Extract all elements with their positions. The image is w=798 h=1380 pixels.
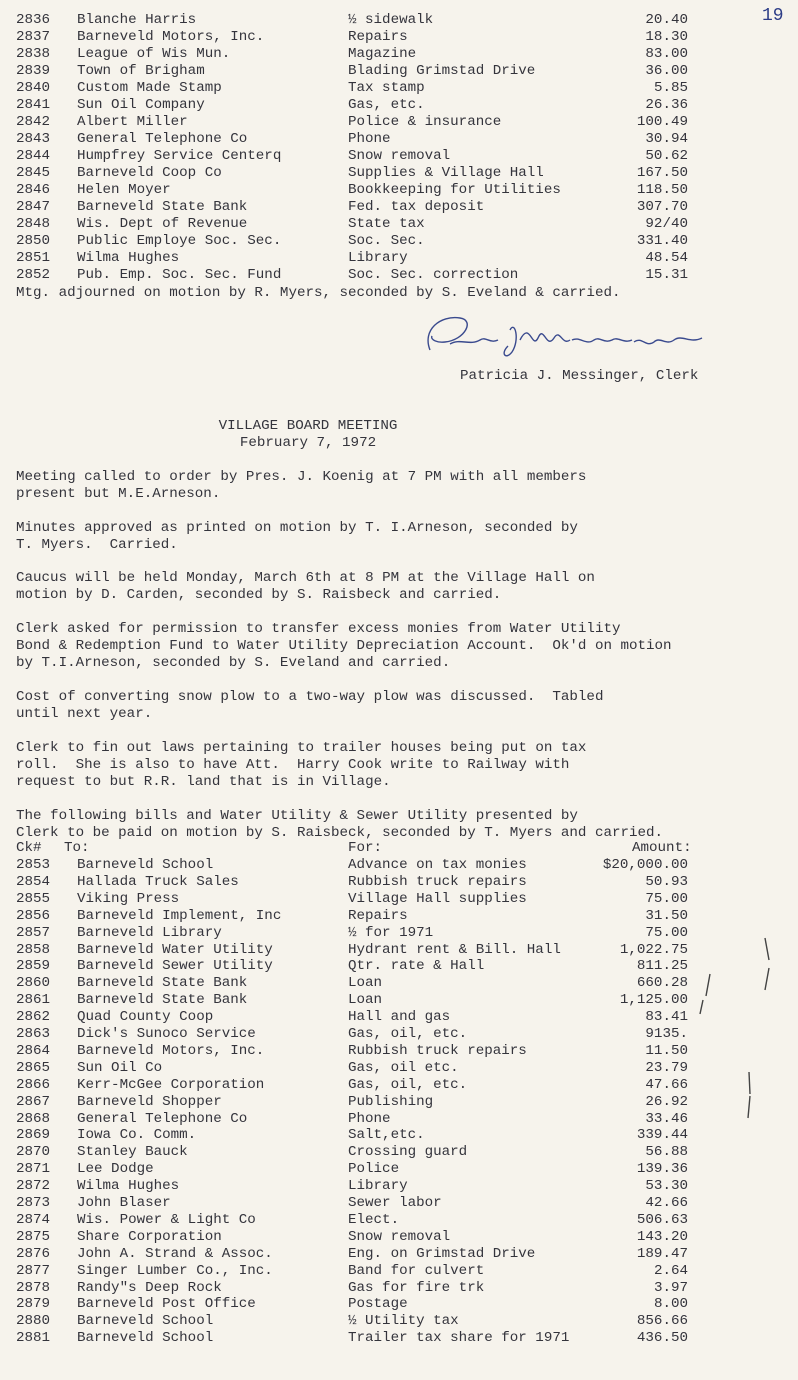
bill-check-number: 2852 <box>16 267 51 283</box>
bill-check-number: 2881 <box>16 1330 51 1347</box>
bill-payee: Barneveld Motors, Inc. <box>77 1042 265 1059</box>
bill-purpose: State tax <box>348 216 425 232</box>
bill-amount: 9135. <box>645 1026 688 1042</box>
bill-payee: Wis. Dept of Revenue <box>77 216 248 232</box>
bill-amount: 339.44 <box>636 1127 688 1144</box>
bill-row <box>0 1026 798 1043</box>
bill-check-number: 2874 <box>16 1211 51 1228</box>
pencil-mark <box>697 996 707 1022</box>
bill-check-number: 2837 <box>16 29 51 45</box>
bill-payee: Singer Lumber Co., Inc. <box>77 1262 273 1279</box>
bill-purpose: Village Hall supplies <box>348 890 527 907</box>
handwritten-signature <box>420 310 720 370</box>
adjournment-line: Mtg. adjourned on motion by R. Myers, seconded by S. Eveland & carried. <box>16 285 621 301</box>
bill-payee: Barneveld School <box>77 857 214 873</box>
bill-purpose: Snow removal <box>348 1228 451 1245</box>
bill-purpose: Gas, oil etc. <box>348 1059 459 1076</box>
bill-purpose: Advance on tax monies <box>348 857 527 873</box>
bill-purpose: Phone <box>348 131 391 147</box>
bill-purpose: Gas, etc. <box>348 97 425 113</box>
bill-purpose: Sewer labor <box>348 1195 442 1211</box>
header-for: For: <box>348 840 383 856</box>
bill-amount: 3.97 <box>653 1279 688 1296</box>
bill-payee: Share Corporation <box>77 1228 222 1245</box>
clerk-name: Patricia J. Messinger, Clerk <box>460 368 699 384</box>
bill-row <box>0 12 798 29</box>
bill-payee: Barneveld Water Utility <box>77 941 273 958</box>
bill-purpose: ½ Utility tax <box>348 1313 459 1330</box>
meeting-date: February 7, 1972 <box>239 435 377 451</box>
bill-row <box>0 1246 798 1263</box>
bill-payee: Viking Press <box>77 890 180 907</box>
meeting-title: VILLAGE BOARD MEETING <box>218 418 398 434</box>
bill-amount: 856.66 <box>636 1313 688 1330</box>
bill-payee: Hallada Truck Sales <box>77 873 239 890</box>
bill-purpose: Repairs <box>348 29 408 45</box>
bill-payee: General Telephone Co <box>77 1110 248 1127</box>
bill-row <box>0 216 798 233</box>
bill-amount: 100.49 <box>636 114 688 130</box>
bill-purpose: ½ for 1971 <box>348 924 434 941</box>
bill-amount: 2.64 <box>653 1262 688 1279</box>
bill-payee: Barneveld Library <box>77 924 222 941</box>
bill-amount: 167.50 <box>636 165 688 181</box>
bill-check-number: 2845 <box>16 165 51 181</box>
bill-purpose: Soc. Sec. correction <box>348 267 519 283</box>
bill-row <box>0 267 798 284</box>
bill-row <box>0 148 798 165</box>
bill-amount: 50.62 <box>645 148 688 164</box>
bill-purpose: Gas, oil, etc. <box>348 1076 468 1093</box>
bill-row <box>0 1313 798 1330</box>
bill-payee: Randy"s Deep Rock <box>77 1279 222 1296</box>
bill-check-number: 2847 <box>16 199 51 215</box>
bill-check-number: 2863 <box>16 1026 51 1042</box>
bill-payee: Barneveld Coop Co <box>77 165 222 181</box>
bill-purpose: Loan <box>348 975 383 992</box>
bill-amount: 83.41 <box>645 1009 688 1026</box>
bill-purpose: Rubbish truck repairs <box>348 1042 527 1059</box>
bill-amount: 83.00 <box>645 46 688 62</box>
bill-payee: Sun Oil Company <box>77 97 205 113</box>
bill-amount: 1,022.75 <box>619 941 688 958</box>
bill-row <box>0 1043 798 1060</box>
paragraph-transfer: Clerk asked for permission to transfer excess monies from Water Utility Bond & Redemption Fund to Water Utility Depreciation Account. Ok'd on motion by T.I.Arneson, seconded by S. Eveland and carried. <box>16 621 672 671</box>
bill-check-number: 2869 <box>16 1127 51 1144</box>
bill-check-number: 2879 <box>16 1296 51 1313</box>
bill-amount: 23.79 <box>645 1059 688 1076</box>
bill-check-number: 2841 <box>16 97 51 113</box>
bill-check-number: 2866 <box>16 1076 51 1093</box>
bill-row <box>0 908 798 925</box>
bill-purpose: Loan <box>348 992 383 1009</box>
bill-purpose: Gas, oil, etc. <box>348 1026 468 1042</box>
bill-purpose: Eng. on Grimstad Drive <box>348 1245 536 1262</box>
bill-row <box>0 1229 798 1246</box>
bill-check-number: 2859 <box>16 958 51 975</box>
bill-check-number: 2843 <box>16 131 51 147</box>
bill-payee: Sun Oil Co <box>77 1059 163 1076</box>
header-to: To: <box>64 840 90 856</box>
bill-amount: 506.63 <box>636 1211 688 1228</box>
bill-payee: Barneveld Shopper <box>77 1093 222 1110</box>
bill-purpose: ½ sidewalk <box>348 12 434 28</box>
bill-payee: Barneveld Post Office <box>77 1296 256 1313</box>
bill-check-number: 2873 <box>16 1195 51 1211</box>
bill-check-number: 2877 <box>16 1262 51 1279</box>
bill-amount: 5.85 <box>653 80 688 96</box>
bill-amount: 53.30 <box>645 1178 688 1195</box>
bill-row <box>0 182 798 199</box>
bill-amount: 36.00 <box>645 63 688 79</box>
bill-row <box>0 1330 798 1347</box>
bill-payee: Iowa Co. Comm. <box>77 1127 197 1144</box>
bill-amount: $20,000.00 <box>602 857 688 873</box>
bill-check-number: 2872 <box>16 1178 51 1195</box>
bill-payee: Barneveld Implement, Inc <box>77 907 282 924</box>
bill-check-number: 2865 <box>16 1059 51 1076</box>
bill-purpose: Rubbish truck repairs <box>348 873 527 890</box>
bill-amount: 8.00 <box>653 1296 688 1313</box>
bill-amount: 56.88 <box>645 1144 688 1161</box>
bill-check-number: 2848 <box>16 216 51 232</box>
bill-purpose: Supplies & Village Hall <box>348 165 544 181</box>
bill-amount: 660.28 <box>636 975 688 992</box>
bill-payee: Blanche Harris <box>77 12 197 28</box>
bill-payee: John Blaser <box>77 1195 171 1211</box>
bill-check-number: 2870 <box>16 1144 51 1161</box>
bill-row <box>0 891 798 908</box>
bill-amount: 307.70 <box>636 199 688 215</box>
bill-check-number: 2864 <box>16 1042 51 1059</box>
bill-amount: 811.25 <box>636 958 688 975</box>
bill-purpose: Fed. tax deposit <box>348 199 485 215</box>
bill-purpose: Salt,etc. <box>348 1127 425 1144</box>
bill-purpose: Crossing guard <box>348 1144 468 1161</box>
bill-payee: Barneveld School <box>77 1313 214 1330</box>
bill-check-number: 2838 <box>16 46 51 62</box>
bill-purpose: Postage <box>348 1296 408 1313</box>
bill-purpose: Library <box>348 1178 408 1195</box>
bill-purpose: Soc. Sec. <box>348 233 425 249</box>
bill-payee: Helen Moyer <box>77 182 171 198</box>
bill-row <box>0 1144 798 1161</box>
bill-payee: Dick's Sunoco Service <box>77 1026 256 1042</box>
bill-row <box>0 1212 798 1229</box>
bill-payee: Town of Brigham <box>77 63 205 79</box>
bill-row <box>0 1195 798 1212</box>
bill-purpose: Library <box>348 250 408 266</box>
bill-row <box>0 857 798 874</box>
bill-payee: Barneveld Sewer Utility <box>77 958 273 975</box>
pencil-mark <box>762 966 772 992</box>
bill-check-number: 2839 <box>16 63 51 79</box>
bill-row <box>0 165 798 182</box>
bill-amount: 143.20 <box>636 1228 688 1245</box>
bill-payee: Humpfrey Service Centerq <box>77 148 282 164</box>
bill-check-number: 2860 <box>16 975 51 992</box>
bill-row <box>0 1111 798 1128</box>
header-check-number: Ck# <box>16 840 42 856</box>
bill-payee: Stanley Bauck <box>77 1144 188 1161</box>
bill-check-number: 2876 <box>16 1245 51 1262</box>
pencil-mark <box>744 1094 754 1120</box>
bill-amount: 92/40 <box>645 216 688 232</box>
bill-purpose: Trailer tax share for 1971 <box>348 1330 570 1347</box>
bill-purpose: Police & insurance <box>348 114 502 130</box>
bill-purpose: Tax stamp <box>348 80 425 96</box>
bill-amount: 31.50 <box>645 907 688 924</box>
bill-purpose: Hydrant rent & Bill. Hall <box>348 941 561 958</box>
bill-purpose: Snow removal <box>348 148 451 164</box>
bill-check-number: 2840 <box>16 80 51 96</box>
bill-purpose: Band for culvert <box>348 1262 485 1279</box>
bill-amount: 33.46 <box>645 1110 688 1127</box>
bill-amount: 75.00 <box>645 924 688 941</box>
paragraph-caucus: Caucus will be held Monday, March 6th at 8 PM at the Village Hall on motion by D. Carden, seconded by S. Raisbeck and carried. <box>16 570 595 603</box>
header-amount: Amount: <box>632 840 692 856</box>
bill-row <box>0 233 798 250</box>
bills-header <box>0 840 798 857</box>
bill-check-number: 2878 <box>16 1279 51 1296</box>
bill-payee: Wis. Power & Light Co <box>77 1211 256 1228</box>
bill-amount: 18.30 <box>645 29 688 45</box>
bill-row <box>0 975 798 992</box>
bill-amount: 26.36 <box>645 97 688 113</box>
bill-row <box>0 80 798 97</box>
bill-payee: Barneveld School <box>77 1330 214 1347</box>
bill-purpose: Elect. <box>348 1211 400 1228</box>
bill-row <box>0 250 798 267</box>
paragraph-snow-plow: Cost of converting snow plow to a two-way plow was discussed. Tabled until next year. <box>16 689 604 722</box>
bill-payee: Pub. Emp. Soc. Sec. Fund <box>77 267 282 283</box>
bill-row <box>0 131 798 148</box>
bill-check-number: 2844 <box>16 148 51 164</box>
bill-payee: Barneveld Motors, Inc. <box>77 29 265 45</box>
bill-payee: Lee Dodge <box>77 1161 154 1178</box>
bill-amount: 189.47 <box>636 1245 688 1262</box>
bill-check-number: 2880 <box>16 1313 51 1330</box>
pencil-mark <box>744 1070 754 1096</box>
paragraph-trailer-houses: Clerk to fin out laws pertaining to trailer houses being put on tax roll. She is also to have Att. Harry Cook write to Railway with request to but R.R. land that is in Village. <box>16 740 587 790</box>
paragraph-bills-motion: The following bills and Water Utility & Sewer Utility presented by Clerk to be paid on motion by S. Raisbeck, seconded by T. Myers and carried. <box>16 808 664 841</box>
bill-check-number: 2875 <box>16 1228 51 1245</box>
bill-check-number: 2854 <box>16 873 51 890</box>
bill-check-number: 2858 <box>16 941 51 958</box>
bill-row <box>0 1296 798 1313</box>
bill-amount: 118.50 <box>636 182 688 198</box>
bill-row <box>0 958 798 975</box>
bill-purpose: Blading Grimstad Drive <box>348 63 536 79</box>
bill-amount: 75.00 <box>645 890 688 907</box>
bill-row <box>0 29 798 46</box>
bill-amount: 11.50 <box>645 1042 688 1059</box>
pencil-mark <box>703 972 713 998</box>
bill-row <box>0 1009 798 1026</box>
bill-amount: 436.50 <box>636 1330 688 1347</box>
bill-amount: 1,125.00 <box>619 992 688 1009</box>
bill-check-number: 2846 <box>16 182 51 198</box>
bill-row <box>0 1127 798 1144</box>
bill-row <box>0 46 798 63</box>
bill-check-number: 2871 <box>16 1161 51 1178</box>
bill-row <box>0 1094 798 1111</box>
bill-payee: League of Wis Mun. <box>77 46 231 62</box>
bill-row <box>0 1060 798 1077</box>
bill-check-number: 2853 <box>16 857 51 873</box>
bill-payee: General Telephone Co <box>77 131 248 147</box>
bill-row <box>0 1263 798 1280</box>
bill-payee: Custom Made Stamp <box>77 80 222 96</box>
bill-row <box>0 97 798 114</box>
bill-purpose: Magazine <box>348 46 417 62</box>
bill-payee: Kerr-McGee Corporation <box>77 1076 265 1093</box>
bill-amount: 50.93 <box>645 873 688 890</box>
bill-check-number: 2842 <box>16 114 51 130</box>
bill-purpose: Repairs <box>348 907 408 924</box>
bill-amount: 15.31 <box>645 267 688 283</box>
bill-check-number: 2862 <box>16 1009 51 1026</box>
bill-purpose: Qtr. rate & Hall <box>348 958 485 975</box>
bill-payee: John A. Strand & Assoc. <box>77 1245 273 1262</box>
bill-check-number: 2861 <box>16 992 51 1009</box>
bill-row <box>0 874 798 891</box>
bill-purpose: Publishing <box>348 1093 434 1110</box>
bill-purpose: Bookkeeping for Utilities <box>348 182 561 198</box>
bill-row <box>0 199 798 216</box>
bill-payee: Albert Miller <box>77 114 188 130</box>
bill-check-number: 2857 <box>16 924 51 941</box>
paragraph-minutes: Minutes approved as printed on motion by T. I.Arneson, seconded by T. Myers. Carried. <box>16 520 578 553</box>
bill-check-number: 2868 <box>16 1110 51 1127</box>
bill-row <box>0 63 798 80</box>
bill-payee: Barneveld State Bank <box>77 992 248 1009</box>
bill-payee: Wilma Hughes <box>77 1178 180 1195</box>
bill-check-number: 2851 <box>16 250 51 266</box>
bill-row <box>0 1280 798 1297</box>
bill-check-number: 2850 <box>16 233 51 249</box>
bill-row <box>0 1161 798 1178</box>
bill-payee: Public Employe Soc. Sec. <box>77 233 282 249</box>
bill-payee: Wilma Hughes <box>77 250 180 266</box>
bill-payee: Barneveld State Bank <box>77 199 248 215</box>
bill-amount: 48.54 <box>645 250 688 266</box>
bill-purpose: Phone <box>348 1110 391 1127</box>
bill-check-number: 2855 <box>16 890 51 907</box>
bill-amount: 26.92 <box>645 1093 688 1110</box>
bill-purpose: Police <box>348 1161 400 1178</box>
bill-amount: 139.36 <box>636 1161 688 1178</box>
pencil-mark <box>762 936 772 962</box>
bill-check-number: 2836 <box>16 12 51 28</box>
bill-row <box>0 942 798 959</box>
bill-amount: 47.66 <box>645 1076 688 1093</box>
bill-row <box>0 1178 798 1195</box>
bill-amount: 20.40 <box>645 12 688 28</box>
bill-row <box>0 925 798 942</box>
paragraph-call-to-order: Meeting called to order by Pres. J. Koenig at 7 PM with all members present but M.E.Arneson. <box>16 469 587 502</box>
bill-check-number: 2867 <box>16 1093 51 1110</box>
bill-amount: 42.66 <box>645 1195 688 1211</box>
bill-amount: 331.40 <box>636 233 688 249</box>
bill-purpose: Hall and gas <box>348 1009 451 1026</box>
bill-row <box>0 1077 798 1094</box>
bill-check-number: 2856 <box>16 907 51 924</box>
page-number: 19 <box>762 6 784 26</box>
bill-payee: Barneveld State Bank <box>77 975 248 992</box>
bill-purpose: Gas for fire trk <box>348 1279 485 1296</box>
bill-row <box>0 992 798 1009</box>
bill-payee: Quad County Coop <box>77 1009 214 1026</box>
bill-amount: 30.94 <box>645 131 688 147</box>
bill-row <box>0 114 798 131</box>
